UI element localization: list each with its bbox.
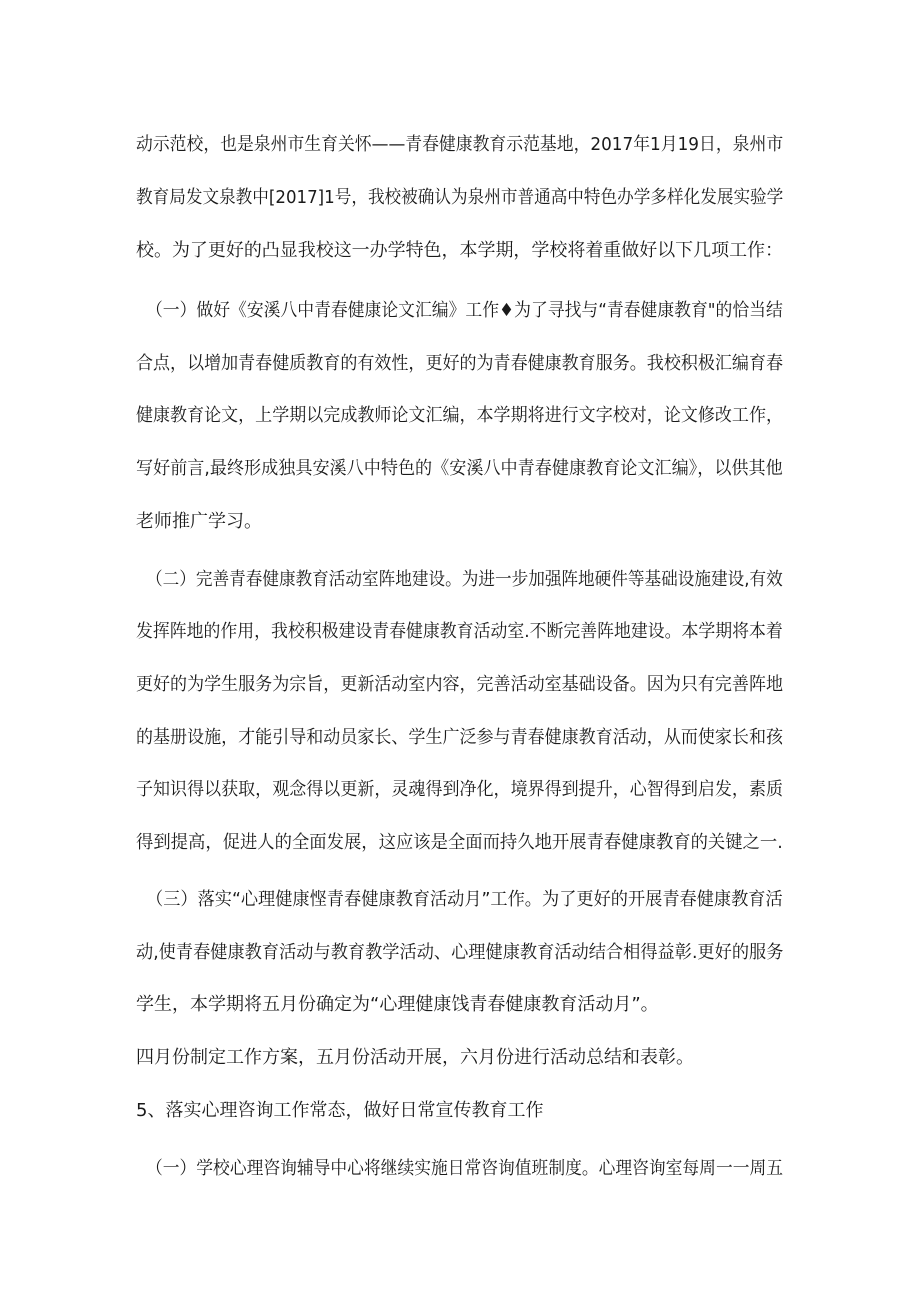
text-line: 更好的为学生服务为宗旨，更新活动室内容，完善活动室基础设备。因为只有完善阵地 <box>136 674 783 695</box>
text-line: 发挥阵地的作用，我校积极建设青春健康教育活动室.不断完善阵地建设。本学期将本着 <box>136 621 783 642</box>
text-line: 校。为了更好的凸显我校这一办学特色，本学期，学校将着重做好以下几项工作： <box>136 240 783 261</box>
section-heading: 5、落实心理咨询工作常态，做好日常宣传教育工作 <box>136 1100 544 1121</box>
text-line: 的基册设施，才能引导和动员家长、学生广泛参与青春健康教育活动，从而使家长和孩 <box>136 727 783 748</box>
text-line: 动,使青春健康教育活动与教育教学活动、心理健康教育活动结合相得益彰.更好的服务 <box>136 942 784 963</box>
text-line: 教育局发文泉教中[2017]1号，我校被确认为泉州市普通高中特色办学多样化发展实验学 <box>136 187 784 208</box>
text-line: （三）落实“心理健康悭青春健康教育活动月”工作。为了更好的开展青春健康教育活 <box>146 889 783 910</box>
text-line: 合点，以增加青春健质教育的有效性，更好的为青春健康教育服务。我校积极汇编育春 <box>136 353 783 374</box>
text-line: （二）完善青春健康教育活动室阵地建设。为进一步加强阵地硬件等基础设施建设,有效 <box>146 569 783 590</box>
text-line: 子知识得以获取，观念得以更新，灵魂得到净化，境界得到提升，心智得到启发，素质 <box>136 779 783 800</box>
text-line: 老师推广学习。 <box>136 511 262 532</box>
text-line: 四月份制定工作方案，五月份活动开展，六月份进行活动总结和表彰。 <box>136 1047 694 1068</box>
text-line: 健康教育论文，上学期以完成教师论文汇编，本学期将进行文字校对，论文修改工作， <box>136 405 783 426</box>
text-line: 动示范校，也是泉州市生育关怀——青春健康教育示范基地，2017年1月19日，泉州市 <box>136 134 784 155</box>
text-line: （一）做好《安溪八中青春健康论文汇编》工作♦为了寻找与“青春健康教育"的恰当结 <box>146 300 783 321</box>
text-line: 写好前言,最终形成独具安溪八中特色的《安溪八中青春健康教育论文汇编》，以供其他 <box>136 458 783 479</box>
text-line: 得到提高，促进人的全面发展，这应该是全面而持久地开展青春健康教育的关键之一. <box>136 832 783 853</box>
text-line: （一）学校心理咨询辅导中心将继续实施日常咨询值班制度。心理咨询室每周一一周五 <box>146 1158 783 1179</box>
text-line: 学生，本学期将五月份确定为“心理健康饯青春健康教育活动月”。 <box>136 994 659 1015</box>
